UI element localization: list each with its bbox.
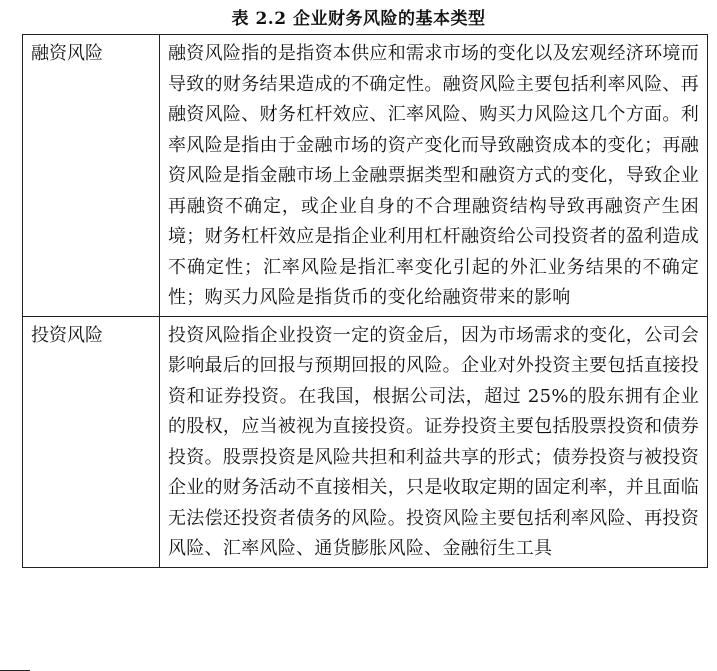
risk-types-table [22,34,708,568]
risk-type-cell: 投资风险 [23,316,160,567]
risk-type-cell: 融资风险 [23,35,160,317]
table-row [23,35,708,317]
risk-description-cell: 融资风险指的是指资本供应和需求市场的变化以及宏观经济环境而导致的财务结果造成的不确定性。融资风险主要包括利率风险、再融资风险、财务杠杆效应、汇率风险、购买力风险这几个方面。利率风险是指由于金融市场的资产变化而导致融资成本的变化；再融资风险是指金融市场上金融票据类型和融资方式的变化，导致企业再融资不确定，或企业自身的不合理融资结构导致再融资产生困境；财务杠杆效应是指企业利用杠杆融资给公司投资者的盈利造成不确定性；汇率风险是指汇率变化引起的外汇业务结果的不确定性；购买力风险是指货币的变化给融资带来的影响 [160,35,708,317]
risk-description-cell: 投资风险指企业投资一定的资金后，因为市场需求的变化，公司会影响最后的回报与预期回报的风险。企业对外投资主要包括直接投资和证券投资。在我国，根据公司法，超过 25%的股东拥有企业的股权，应当被视为直接投资。证券投资主要包括股票投资和债券投资。股票投资是风险共担和利益共享的形式；债券投资与被投资企业的财务活动不直接相关，只是收取定期的固定利率，并且面临无法偿还投资者债务的风险。投资风险主要包括利率风险、再投资风险、汇率风险、通货膨胀风险、金融衍生工具 [160,316,708,567]
table-caption: 表 2.2 企业财务风险的基本类型 [231,9,486,29]
table-row [23,316,708,567]
